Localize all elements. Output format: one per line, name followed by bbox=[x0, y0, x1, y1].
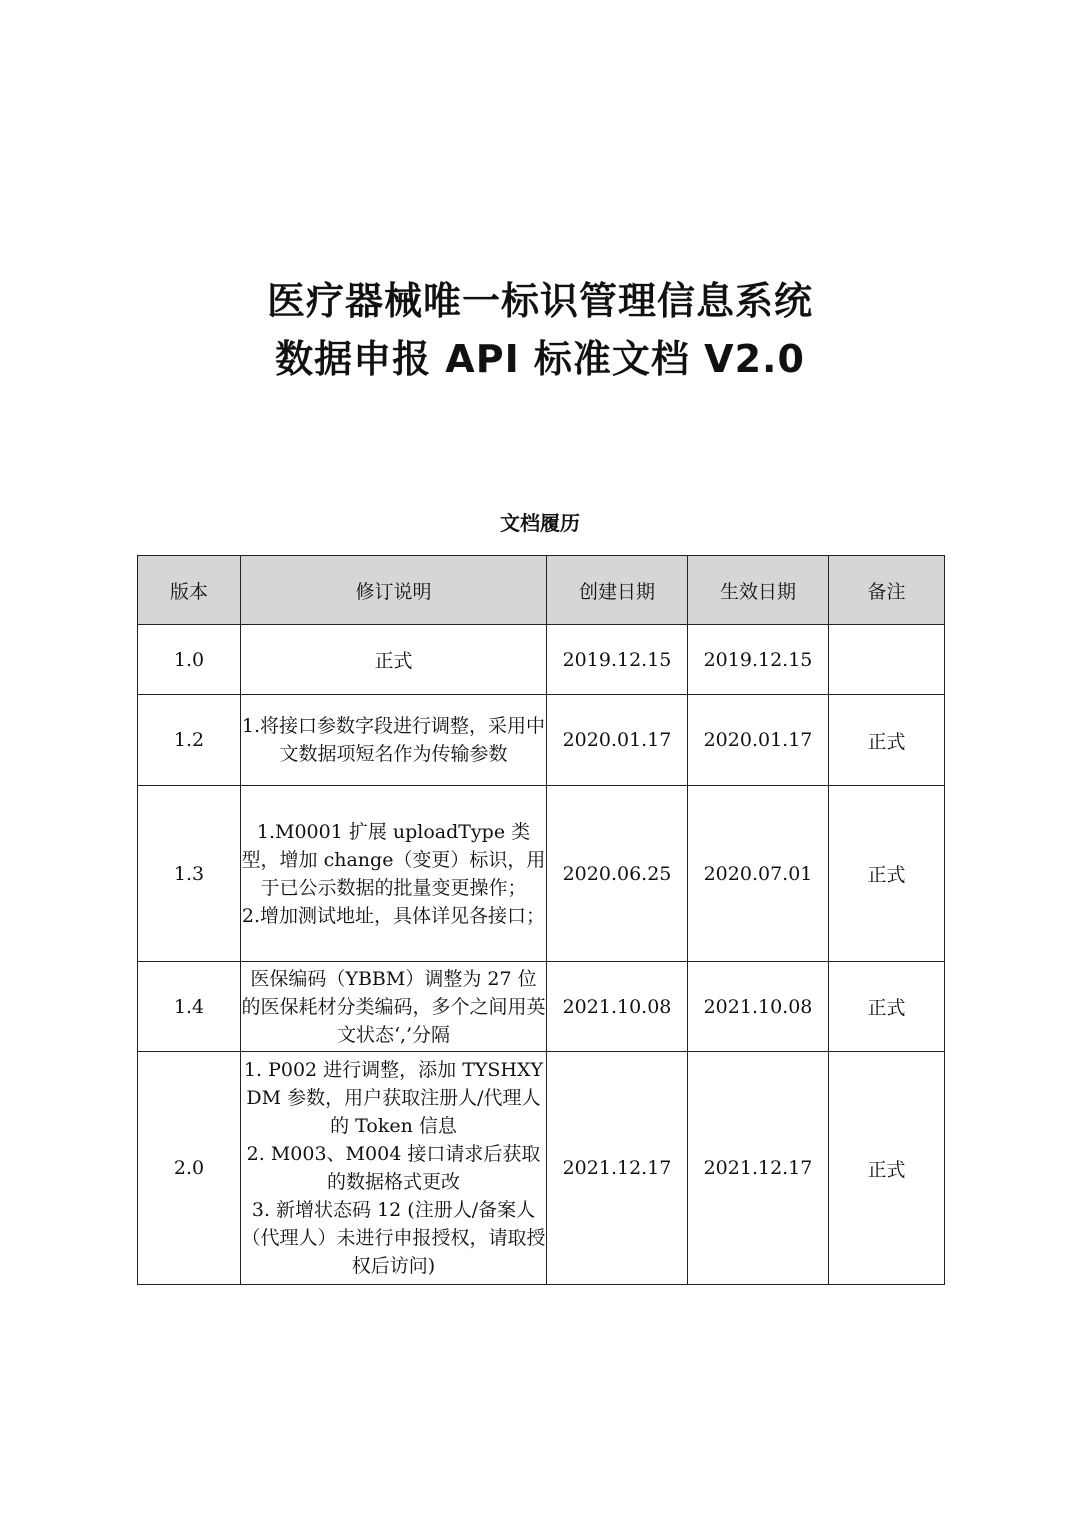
table-header-row bbox=[138, 556, 945, 625]
description-cell bbox=[241, 625, 547, 695]
description-line: 1.将接口参数字段进行调整，采用中文数据项短名作为传输参数 bbox=[241, 715, 546, 765]
table-row bbox=[138, 625, 945, 695]
effective-date-cell: 2020.07.01 bbox=[688, 786, 829, 962]
created-date-cell: 2020.01.17 bbox=[547, 695, 688, 786]
table-row bbox=[138, 695, 945, 786]
created-date-cell: 2019.12.15 bbox=[547, 625, 688, 695]
document-title-line2: 数据申报 API 标准文档 V2.0 bbox=[275, 337, 805, 381]
remark-cell: 正式 bbox=[829, 1052, 945, 1285]
header-version: 版本 bbox=[138, 556, 241, 625]
description-line: 2. M003、M004 接口请求后获取的数据格式更改 bbox=[246, 1143, 541, 1193]
effective-date-cell: 2021.12.17 bbox=[688, 1052, 829, 1285]
history-heading: 文档履历 bbox=[500, 511, 580, 535]
created-date-cell: 2020.06.25 bbox=[547, 786, 688, 962]
version-cell: 2.0 bbox=[138, 1052, 241, 1285]
table-row bbox=[138, 786, 945, 962]
description-line: 3. 新增状态码 12 (注册人/备案人（代理人）未进行申报授权，请取授权后访问) bbox=[241, 1199, 546, 1277]
created-date-cell: 2021.12.17 bbox=[547, 1052, 688, 1285]
description-cell bbox=[241, 1052, 547, 1285]
document-title-line1: 医疗器械唯一标识管理信息系统 bbox=[266, 279, 813, 323]
description-line: 1.M0001 扩展 uploadType 类型，增加 change（变更）标识，用于已公示数据的批量变更操作； bbox=[241, 820, 546, 899]
table-row bbox=[138, 1052, 945, 1285]
version-cell: 1.3 bbox=[138, 786, 241, 962]
description-line: 2.增加测试地址，具体详见各接口； bbox=[241, 904, 546, 927]
effective-date-cell: 2019.12.15 bbox=[688, 625, 829, 695]
version-cell: 1.2 bbox=[138, 695, 241, 786]
version-cell: 1.4 bbox=[138, 962, 241, 1052]
revision-history-table bbox=[137, 555, 945, 1285]
remark-cell: 正式 bbox=[829, 962, 945, 1052]
remark-cell bbox=[829, 625, 945, 695]
description-line: 医保编码（YBBM）调整为 27 位的医保耗材分类编码，多个之间用英文状态‘,’分隔 bbox=[241, 967, 546, 1046]
remark-cell: 正式 bbox=[829, 695, 945, 786]
header-remark: 备注 bbox=[829, 556, 945, 625]
version-cell: 1.0 bbox=[138, 625, 241, 695]
effective-date-cell: 2021.10.08 bbox=[688, 962, 829, 1052]
table-row bbox=[138, 962, 945, 1052]
header-created-date: 创建日期 bbox=[547, 556, 688, 625]
description-cell bbox=[241, 786, 547, 962]
description-cell bbox=[241, 695, 547, 786]
created-date-cell: 2021.10.08 bbox=[547, 962, 688, 1052]
description-cell bbox=[241, 962, 547, 1052]
header-effective-date: 生效日期 bbox=[688, 556, 829, 625]
description-line: 1. P002 进行调整，添加 TYSHXYDM 参数，用户获取注册人/代理人的 Token 信息 bbox=[243, 1059, 544, 1137]
description-line: 正式 bbox=[374, 650, 413, 672]
effective-date-cell: 2020.01.17 bbox=[688, 695, 829, 786]
header-description: 修订说明 bbox=[241, 556, 547, 625]
remark-cell: 正式 bbox=[829, 786, 945, 962]
